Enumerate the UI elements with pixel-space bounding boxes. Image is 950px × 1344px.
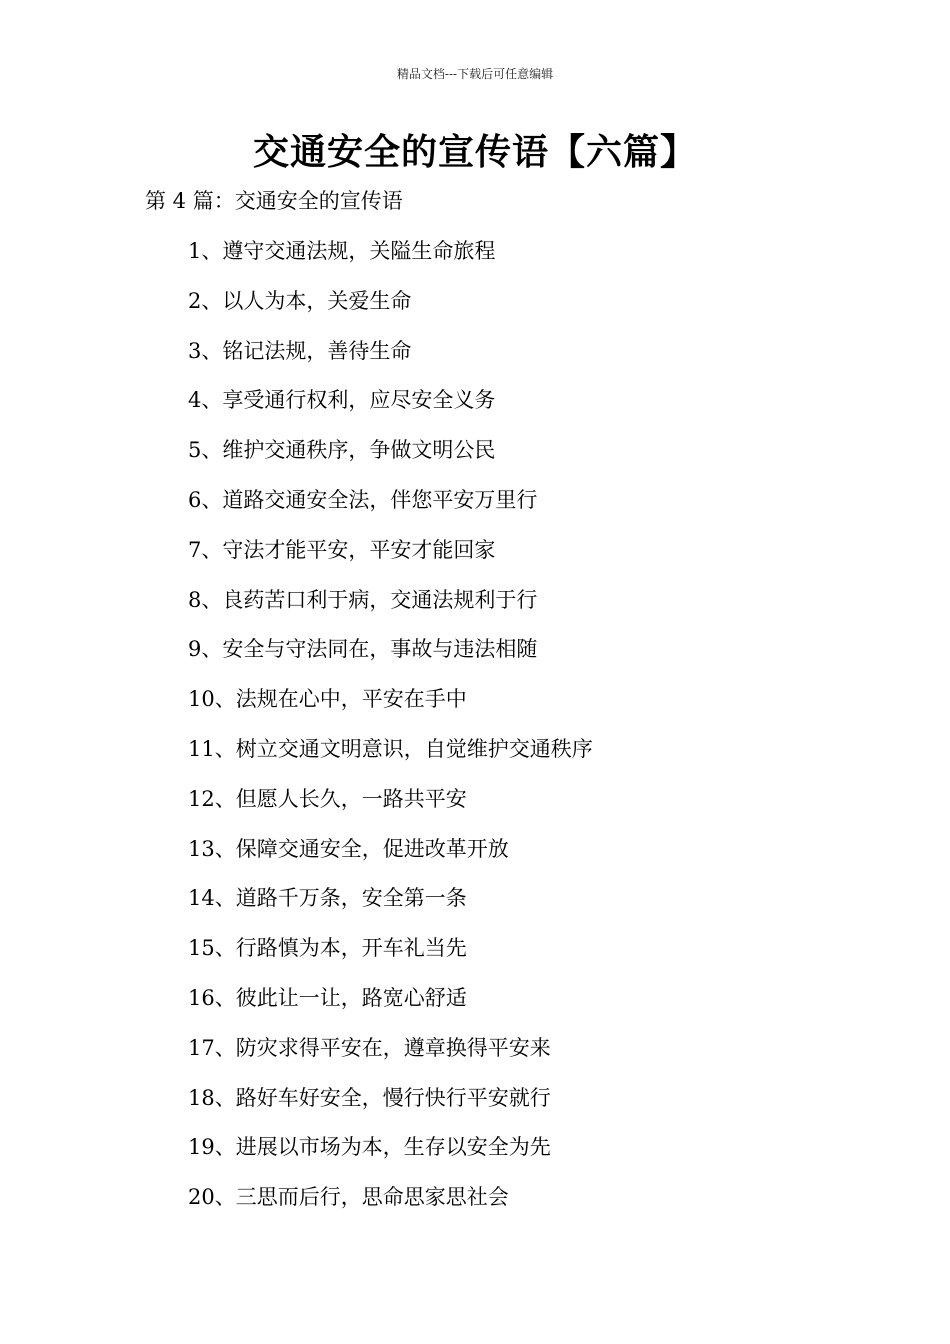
slogan-item: 9、安全与守法同在，事故与违法相随 — [188, 637, 538, 662]
slogan-item: 2、以人为本，关爱生命 — [188, 288, 412, 313]
slogan-item: 19、进展以市场为本，生存以安全为先 — [188, 1135, 551, 1160]
slogan-item: 18、路好车好安全，慢行快行平安就行 — [188, 1085, 551, 1110]
slogan-item: 1、遵守交通法规，关隘生命旅程 — [188, 239, 496, 263]
header-note: 精品文档---下载后可任意编辑 — [396, 67, 554, 81]
slogan-item: 13、保障交通安全，促进改革开放 — [188, 836, 509, 861]
document-title: 交通安全的宣传语【六篇】 — [252, 132, 697, 173]
slogan-item: 15、行路慎为本，开车礼当先 — [188, 936, 467, 961]
slogan-item: 11、树立交通文明意识，自觉维护交通秩序 — [188, 736, 593, 761]
slogan-item: 17、防灾求得平安在，遵章换得平安来 — [188, 1035, 551, 1060]
slogan-item: 20、三思而后行，思命思家思社会 — [188, 1185, 509, 1210]
slogan-item: 4、享受通行权利，应尽安全义务 — [188, 388, 496, 413]
slogan-item: 10、法规在心中，平安在手中 — [188, 687, 467, 712]
slogan-item: 7、守法才能平安，平安才能回家 — [188, 537, 496, 562]
slogan-list — [188, 236, 593, 1232]
slogan-item: 8、良药苦口利于病，交通法规利于行 — [188, 587, 538, 612]
slogan-item: 16、彼此让一让，路宽心舒适 — [188, 985, 467, 1010]
section-heading: 第 4 篇：交通安全的宣传语 — [145, 189, 403, 213]
slogan-item: 12、但愿人长久，一路共平安 — [188, 786, 467, 811]
slogan-item: 14、道路千万条，安全第一条 — [188, 886, 467, 911]
slogan-item: 6、道路交通安全法，伴您平安万里行 — [188, 487, 538, 512]
slogan-item: 3、铭记法规，善待生命 — [188, 338, 412, 363]
slogan-item: 5、维护交通秩序，争做文明公民 — [188, 438, 496, 463]
